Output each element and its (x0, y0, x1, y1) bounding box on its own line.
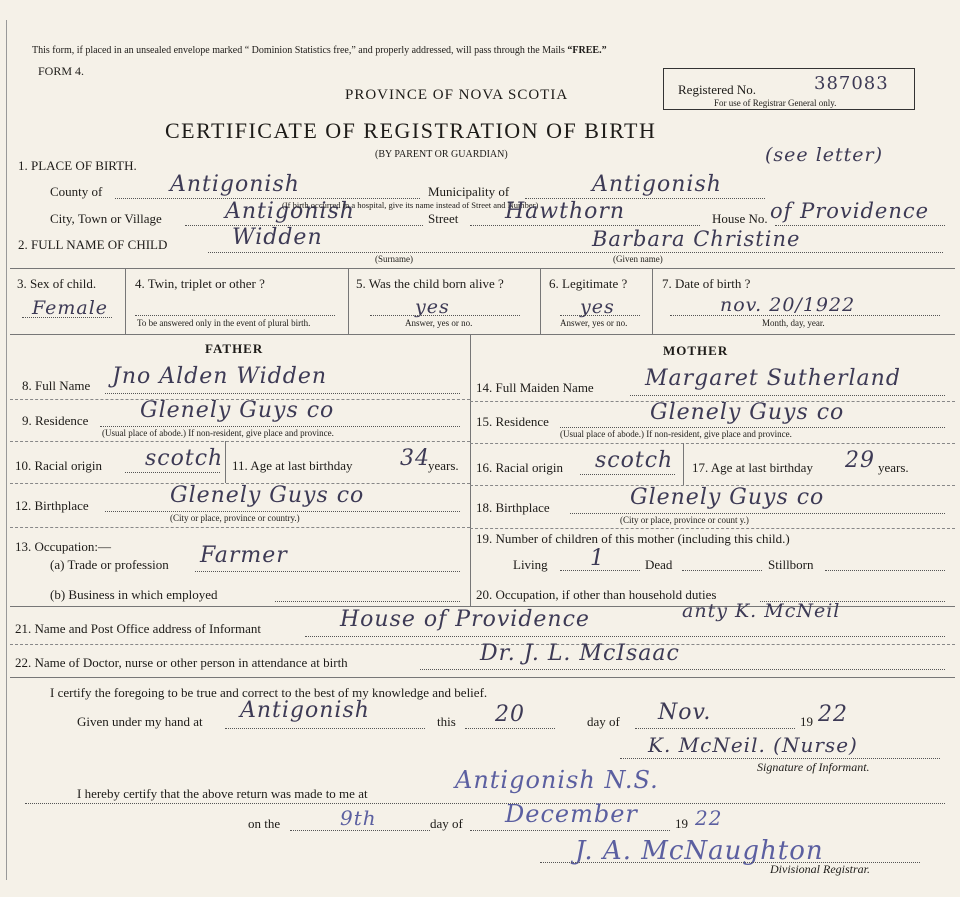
registrar-general-note: For use of Registrar General only. (714, 98, 837, 108)
father-residence-line (100, 426, 460, 427)
alive-note: Answer, yes or no. (405, 318, 473, 328)
sex-label: 3. Sex of child. (17, 276, 97, 291)
house-label: House No. (712, 211, 768, 226)
father-age-label: 11. Age at last birthday (232, 458, 353, 473)
father-birthplace-line (105, 511, 460, 512)
child-name-heading: 2. FULL NAME OF CHILD (18, 237, 168, 252)
mother-residence-note: (Usual place of abode.) If non-resident, give place and province. (560, 429, 792, 439)
registered-label: Registered No. (678, 82, 756, 97)
sex-value: Female (32, 297, 109, 319)
parents-divider (470, 334, 471, 606)
father-residence-label: 9. Residence (22, 413, 89, 428)
mother-living-label: Living (513, 557, 548, 572)
mother-age-divider (683, 443, 684, 485)
province-heading: PROVINCE OF NOVA SCOTIA (345, 87, 569, 103)
father-name-label: 8. Full Name (22, 378, 91, 393)
father-business-label: (b) Business in which employed (50, 587, 218, 602)
mother-heading: MOTHER (663, 343, 729, 358)
mother-birthplace-note: (City or place, province or count y.) (620, 515, 749, 525)
registrar-year-value: 22 (695, 806, 723, 830)
mother-residence-line (560, 427, 945, 428)
page-title: CERTIFICATE OF REGISTRATION OF BIRTH (165, 118, 657, 143)
doctor-line (420, 669, 945, 670)
legitimate-label: 6. Legitimate ? (549, 276, 628, 291)
father-business-line (275, 601, 460, 602)
certify-day-line (465, 728, 555, 729)
place-of-birth-heading: 1. PLACE OF BIRTH. (18, 158, 137, 173)
registrar-signature: J. A. McNaughton (575, 836, 824, 866)
registrar-signature-label: Divisional Registrar. (770, 862, 871, 876)
child-surname-value: Widden (232, 225, 323, 250)
twin-note: To be answered only in the event of plural birth. (137, 318, 311, 328)
mother-living-line (560, 570, 640, 571)
mother-age-label: 17. Age at last birthday (692, 460, 813, 475)
county-value: Antigonish (170, 172, 300, 197)
mother-residence-value: Glenely Guys co (650, 400, 845, 425)
informant-signature: K. McNeil. (Nurse) (648, 733, 858, 757)
mother-dead-line (682, 570, 762, 571)
details-top-rule (10, 268, 955, 269)
father-years-label: years. (428, 458, 459, 473)
father-row-rule-2 (10, 441, 470, 442)
certify-month-value: Nov. (658, 700, 712, 725)
given-place-line (225, 728, 425, 729)
mother-children-label: 19. Number of children of this mother (including this child.) (476, 531, 790, 546)
registrar-on-the-label: on the (248, 816, 281, 831)
left-border (6, 20, 7, 880)
mother-racial-label: 16. Racial origin (476, 460, 564, 475)
street-line (470, 225, 700, 226)
city-label: City, Town or Village (50, 211, 162, 226)
child-name-line (208, 252, 943, 253)
registrar-day-value: 9th (340, 806, 377, 830)
certify-month-line (635, 728, 795, 729)
informant-label: 21. Name and Post Office address of Informant (15, 621, 261, 636)
certify-dayof-label: day of (587, 714, 620, 729)
informant-value-2: anty K. McNeil (682, 600, 841, 622)
legitimate-line (560, 315, 640, 316)
given-name-label: (Given name) (613, 254, 663, 264)
details-divider-3 (540, 268, 541, 334)
registrar-text: I hereby certify that the above return was made to me at (77, 786, 368, 801)
mother-stillborn-line (825, 570, 945, 571)
mother-years-label: years. (878, 460, 909, 475)
father-racial-line (125, 472, 220, 473)
mother-age-value: 29 (845, 448, 875, 473)
legitimate-note: Answer, yes or no. (560, 318, 628, 328)
father-trade-value: Farmer (200, 543, 288, 568)
dob-label: 7. Date of birth ? (662, 276, 751, 291)
father-racial-value: scotch (145, 446, 224, 471)
doctor-rule (10, 677, 955, 678)
twin-line (135, 315, 335, 316)
mother-name-label: 14. Full Maiden Name (476, 380, 594, 395)
father-row-rule-4 (10, 527, 470, 528)
details-divider-4 (652, 268, 653, 334)
certify-text: I certify the foregoing to be true and correct to the best of my knowledge and belief. (50, 685, 488, 700)
certify-day-value: 20 (495, 702, 525, 727)
father-birthplace-value: Glenely Guys co (170, 483, 365, 508)
details-divider-1 (125, 268, 126, 334)
mother-birthplace-value: Glenely Guys co (630, 485, 825, 510)
house-line (775, 225, 945, 226)
dob-note: Month, day, year. (762, 318, 825, 328)
doctor-value: Dr. J. L. McIsaac (480, 641, 680, 666)
registrar-month-line (470, 830, 670, 831)
alive-label: 5. Was the child born alive ? (356, 276, 504, 291)
dob-line (670, 315, 940, 316)
given-place-value: Antigonish (240, 698, 370, 723)
subtitle: (BY PARENT OR GUARDIAN) (375, 149, 508, 160)
father-age-divider (225, 441, 226, 483)
given-under-label: Given under my hand at (77, 714, 203, 729)
mother-racial-line (580, 474, 675, 475)
informant-value: House of Providence (340, 607, 590, 632)
alive-value: yes (415, 296, 450, 318)
father-heading: FATHER (205, 341, 264, 356)
municipality-label: Municipality of (428, 184, 510, 199)
surname-label: (Surname) (375, 254, 413, 264)
street-label: Street (428, 211, 459, 226)
registrar-year-prefix: 19 (675, 816, 688, 831)
mother-row-rule-4 (470, 528, 955, 529)
father-birthplace-label: 12. Birthplace (15, 498, 89, 513)
alive-line (370, 315, 520, 316)
mother-birthplace-line (570, 513, 945, 514)
registrar-place-value: Antigonish N.S. (455, 766, 659, 794)
city-value: Antigonish (225, 199, 355, 224)
see-letter-note: (see letter) (765, 144, 884, 166)
father-occupation-label: 13. Occupation:— (15, 539, 112, 554)
mother-racial-value: scotch (595, 448, 674, 473)
mother-living-value: 1 (590, 546, 605, 571)
mother-birthplace-label: 18. Birthplace (476, 500, 550, 515)
form-number: FORM 4. (38, 64, 85, 78)
mother-occupation-label: 20. Occupation, if other than household duties (476, 587, 717, 602)
father-trade-label: (a) Trade or profession (50, 557, 169, 572)
details-divider-2 (348, 268, 349, 334)
mother-name-value: Margaret Sutherland (645, 366, 901, 391)
father-residence-note: (Usual place of abode.) If non-resident, give place and province. (102, 428, 334, 438)
county-label: County of (50, 184, 103, 199)
certify-year-value: 22 (818, 702, 848, 727)
father-age-value: 34 (400, 446, 430, 471)
father-residence-value: Glenely Guys co (140, 398, 335, 423)
hospital-note: (If birth occurred in a hospital, give its name instead of Street and Number) (282, 200, 539, 210)
sex-line (22, 317, 112, 318)
mother-row-rule-2 (470, 443, 955, 444)
legitimate-value: yes (580, 296, 615, 318)
mother-stillborn-label: Stillborn (768, 557, 814, 572)
this-label: this (437, 714, 456, 729)
father-name-line (105, 393, 460, 394)
mother-dead-label: Dead (645, 557, 673, 572)
mother-residence-label: 15. Residence (476, 414, 549, 429)
father-birthplace-note: (City or place, province or country.) (170, 513, 300, 523)
registered-box (663, 68, 915, 110)
registrar-month-value: December (505, 800, 638, 828)
father-trade-line (195, 571, 460, 572)
twin-label: 4. Twin, triplet or other ? (135, 276, 265, 291)
informant-signature-label: Signature of Informant. (757, 760, 870, 774)
informant-line (305, 636, 945, 637)
registered-number: 387083 (814, 73, 889, 94)
registrar-dayof-label: day of (430, 816, 463, 831)
registrar-day-line (290, 830, 430, 831)
certify-year-prefix: 19 (800, 714, 813, 729)
father-racial-label: 10. Racial origin (15, 458, 103, 473)
dob-value: nov. 20/1922 (720, 294, 856, 316)
mail-notice (32, 45, 607, 56)
free-label: “FREE.” (567, 45, 607, 56)
mother-name-line (630, 395, 945, 396)
details-bottom-rule (10, 334, 955, 335)
house-value: of Providence (770, 199, 930, 223)
father-name-value: Jno Alden Widden (112, 364, 328, 389)
mail-notice-text: This form, if placed in an unsealed envelope marked “ Dominion Statistics free,” and properly addressed, will pass through the Mails (32, 45, 565, 56)
municipality-value: Antigonish (592, 172, 722, 197)
child-given-value: Barbara Christine (592, 227, 801, 251)
doctor-label: 22. Name of Doctor, nurse or other person in attendance at birth (15, 655, 348, 670)
street-value: Hawthorn (505, 199, 626, 224)
informant-signature-line (620, 758, 940, 759)
registrar-place-line (25, 803, 945, 804)
